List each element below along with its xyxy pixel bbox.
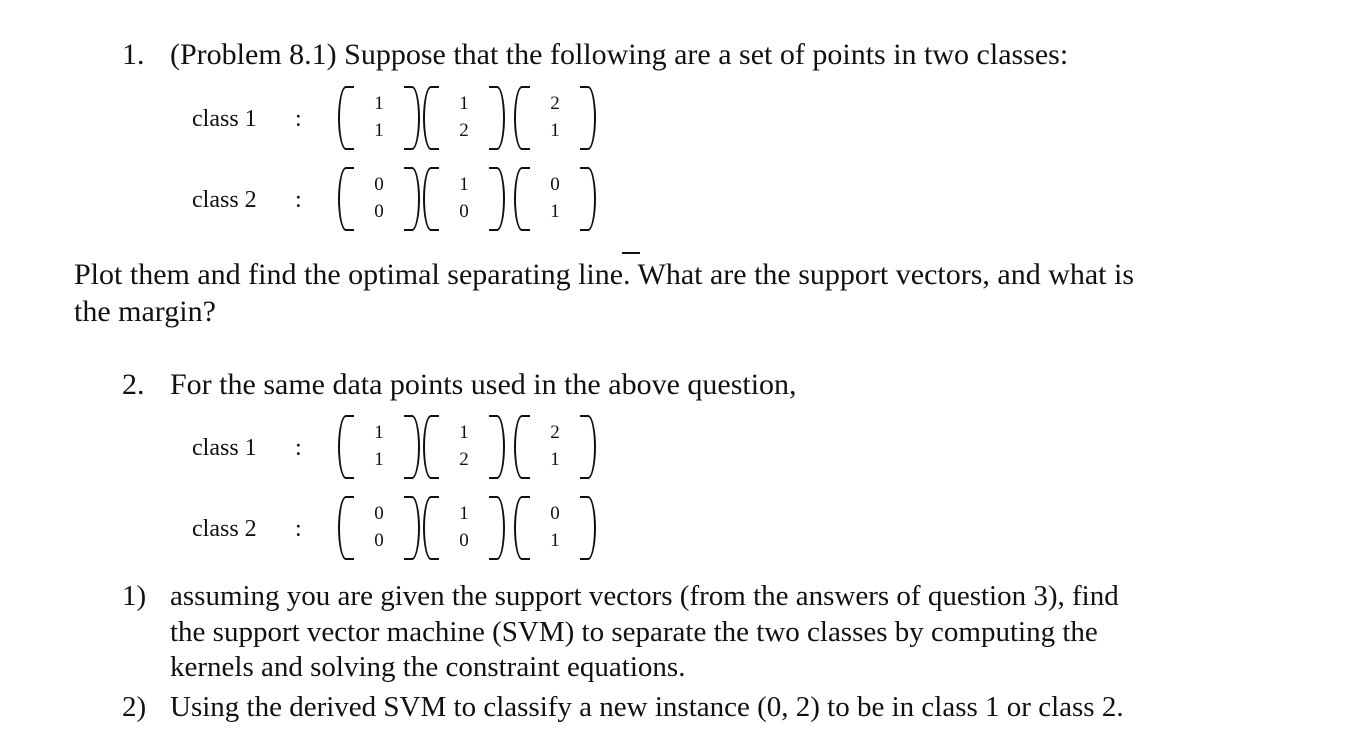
q1-class-1-vector-3 — [514, 86, 596, 150]
vector-entry-top: 1 — [459, 422, 469, 443]
vector-entry-bottom: 1 — [550, 449, 560, 470]
question-2-number: 2. — [122, 368, 145, 401]
q2-class-2-vector-3 — [514, 496, 596, 560]
vector-entry-top: 0 — [550, 174, 560, 195]
right-paren-icon — [489, 167, 505, 231]
subitem-1-line-1: assuming you are given the support vectors (from the answers of question 3), find — [170, 580, 1119, 612]
vector-entry-bottom: 0 — [459, 530, 469, 551]
q2-class-1-colon: : — [295, 435, 302, 461]
vector-entry-bottom: 1 — [374, 449, 384, 470]
right-paren-icon — [404, 415, 420, 479]
subitem-2-line-1: Using the derived SVM to classify a new instance (0, 2) to be in class 1 or class 2. — [170, 691, 1124, 723]
vector-entry-bottom: 1 — [374, 120, 384, 141]
vector-entry-top: 1 — [374, 422, 384, 443]
vector-entry-bottom: 2 — [459, 120, 469, 141]
vector-entry-top: 0 — [550, 503, 560, 524]
vector-entry-bottom: 0 — [459, 201, 469, 222]
vector-entry-bottom: 1 — [550, 201, 560, 222]
vector-entry-top: 2 — [550, 93, 560, 114]
vector-entry-top: 2 — [550, 422, 560, 443]
right-paren-icon — [580, 86, 596, 150]
q2-class-2-vector-2 — [423, 496, 505, 560]
q1-class-2-vector-2 — [423, 167, 505, 231]
q1-class-1-label: class 1 — [192, 106, 257, 132]
vector-entry-top: 1 — [459, 174, 469, 195]
right-paren-icon — [489, 415, 505, 479]
q2-class-1-vector-3 — [514, 415, 596, 479]
q1-paragraph-line-1: Plot them and find the optimal separating line. What are the support vectors, and what is — [74, 258, 1135, 291]
q2-class-2-label: class 2 — [192, 516, 257, 542]
subitem-1-line-3: kernels and solving the constraint equations. — [170, 651, 686, 683]
vector-entry-bottom: 1 — [550, 120, 560, 141]
q2-class-2-vector-1 — [338, 496, 420, 560]
subitem-1-number: 1) — [122, 580, 147, 612]
q1-class-1-vector-2 — [423, 86, 505, 150]
q1-paragraph-line-2: the margin? — [74, 295, 216, 328]
vector-entry-bottom: 2 — [459, 449, 469, 470]
q1-class-2-vector-1 — [338, 167, 420, 231]
vector-entry-top: 0 — [374, 174, 384, 195]
vector-entry-top: 1 — [374, 93, 384, 114]
question-2-text: For the same data points used in the above question, — [170, 368, 797, 401]
vector-entry-bottom: 1 — [550, 530, 560, 551]
q1-class-2-label: class 2 — [192, 187, 257, 213]
subitem-1-line-2: the support vector machine (SVM) to separate the two classes by computing the — [170, 616, 1098, 648]
overline-mark — [622, 252, 640, 254]
vector-entry-top: 1 — [459, 93, 469, 114]
question-1-text: (Problem 8.1) Suppose that the following are a set of points in two classes: — [170, 38, 1069, 71]
vector-entry-bottom: 0 — [374, 201, 384, 222]
right-paren-icon — [580, 167, 596, 231]
q1-class-2-colon: : — [295, 187, 302, 213]
q2-class-2-colon: : — [295, 516, 302, 542]
question-1-number: 1. — [122, 38, 145, 71]
vector-entry-bottom: 0 — [374, 530, 384, 551]
vector-entry-top: 0 — [374, 503, 384, 524]
q1-class-1-vector-1 — [338, 86, 420, 150]
right-paren-icon — [404, 496, 420, 560]
right-paren-icon — [404, 167, 420, 231]
subitem-2-number: 2) — [122, 691, 147, 723]
q1-class-2-vector-3 — [514, 167, 596, 231]
vector-entry-top: 1 — [459, 503, 469, 524]
q2-class-1-vector-1 — [338, 415, 420, 479]
q2-class-1-vector-2 — [423, 415, 505, 479]
right-paren-icon — [404, 86, 420, 150]
q1-class-1-colon: : — [295, 106, 302, 132]
right-paren-icon — [580, 496, 596, 560]
right-paren-icon — [489, 496, 505, 560]
q2-class-1-label: class 1 — [192, 435, 257, 461]
right-paren-icon — [580, 415, 596, 479]
right-paren-icon — [489, 86, 505, 150]
